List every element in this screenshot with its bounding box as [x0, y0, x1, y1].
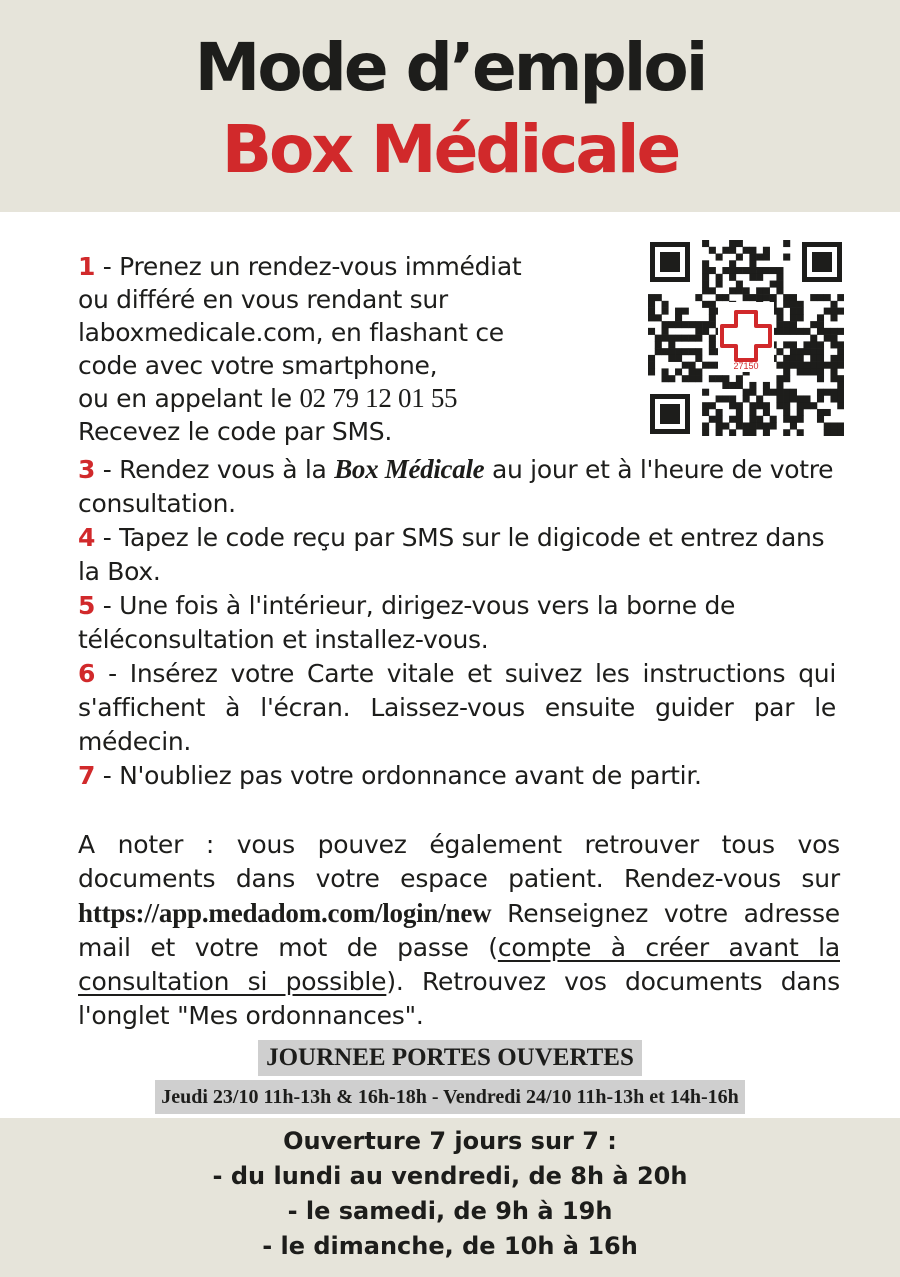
step-6 [78, 657, 836, 759]
note-paragraph [78, 828, 840, 1033]
step-4-text: - Tapez le code reçu par SMS sur le digicode et entrez dans la Box. [78, 523, 825, 586]
note-text-mid: Renseignez votre adresse mail et votre mot de passe ( [78, 899, 840, 962]
open-days-dates: Jeudi 23/10 11h-13h & 16h-18h - Vendredi 24/10 11h-13h et 14h-16h [155, 1080, 745, 1114]
step-number: 6 [78, 659, 96, 688]
step-number: 4 [78, 523, 96, 552]
step-1-line-5: ou en appelant le [78, 384, 300, 413]
step-1-line-6: Recevez le code par SMS. [78, 417, 392, 446]
opening-hours-title: Ouverture 7 jours sur 7 : [283, 1127, 617, 1155]
note-text-end: ). Retrouvez vos documents dans l'onglet "Mes ordonnances". [78, 967, 840, 1030]
step-1-line-3: laboxmedicale.com, en flashant ce [78, 318, 504, 347]
step-1 [78, 250, 638, 448]
qr-code-icon[interactable] [648, 240, 844, 436]
step-7-text: - N'oubliez pas votre ordonnance avant de partir. [95, 761, 702, 790]
qr-code-number: 27150 [733, 361, 759, 371]
header-banner [0, 0, 900, 212]
step-5 [78, 589, 836, 657]
step-3-text-end: au jour et à l'heure de votre consultation. [78, 455, 834, 518]
step-1-line-4: code avec votre smartphone, [78, 351, 438, 380]
step-number: 5 [78, 591, 96, 620]
opening-hours-sunday: - le dimanche, de 10h à 16h [262, 1232, 638, 1260]
step-number: 7 [78, 761, 96, 790]
page-title: Mode d’emploi [194, 29, 706, 106]
patient-portal-link[interactable]: https://app.medadom.com/login/new [78, 898, 492, 928]
open-days-section [0, 1040, 900, 1114]
step-1-line-1: - Prenez un rendez-vous immédiat [95, 252, 522, 281]
step-number: 1 [78, 252, 96, 281]
step-5-text: - Une fois à l'intérieur, dirigez-vous vers la borne de téléconsultation et installez-vous. [78, 591, 736, 654]
page-subtitle: Box Médicale [221, 111, 679, 188]
step-3-text: - Rendez vous à la [95, 455, 335, 484]
brand-name: Box Médicale [334, 454, 485, 484]
step-1-line-2: ou différé en vous rendant sur [78, 285, 448, 314]
open-days-title: JOURNEE PORTES OUVERTES [258, 1040, 642, 1076]
note-underlined-2: consultation si possible [78, 967, 387, 996]
opening-hours-footer [0, 1118, 900, 1277]
step-3 [78, 452, 836, 521]
step-4 [78, 521, 836, 589]
step-6-text: - Insérez votre Carte vitale et suivez les instructions qui s'affichent à l'écran. Laissez-vous ensuite guider par le médecin. [78, 659, 836, 756]
note-text: A noter : vous pouvez également retrouver tous vos documents dans votre espace patient. Rendez-vous sur [78, 830, 840, 893]
step-number: 3 [78, 455, 96, 484]
opening-hours-weekdays: - du lundi au vendredi, de 8h à 20h [212, 1162, 688, 1190]
steps-list [78, 452, 836, 793]
step-7 [78, 759, 836, 793]
phone-number: 02 79 12 01 55 [299, 383, 458, 413]
opening-hours-saturday: - le samedi, de 9h à 19h [287, 1197, 613, 1225]
note-underlined-1: compte à créer avant la [497, 933, 840, 962]
